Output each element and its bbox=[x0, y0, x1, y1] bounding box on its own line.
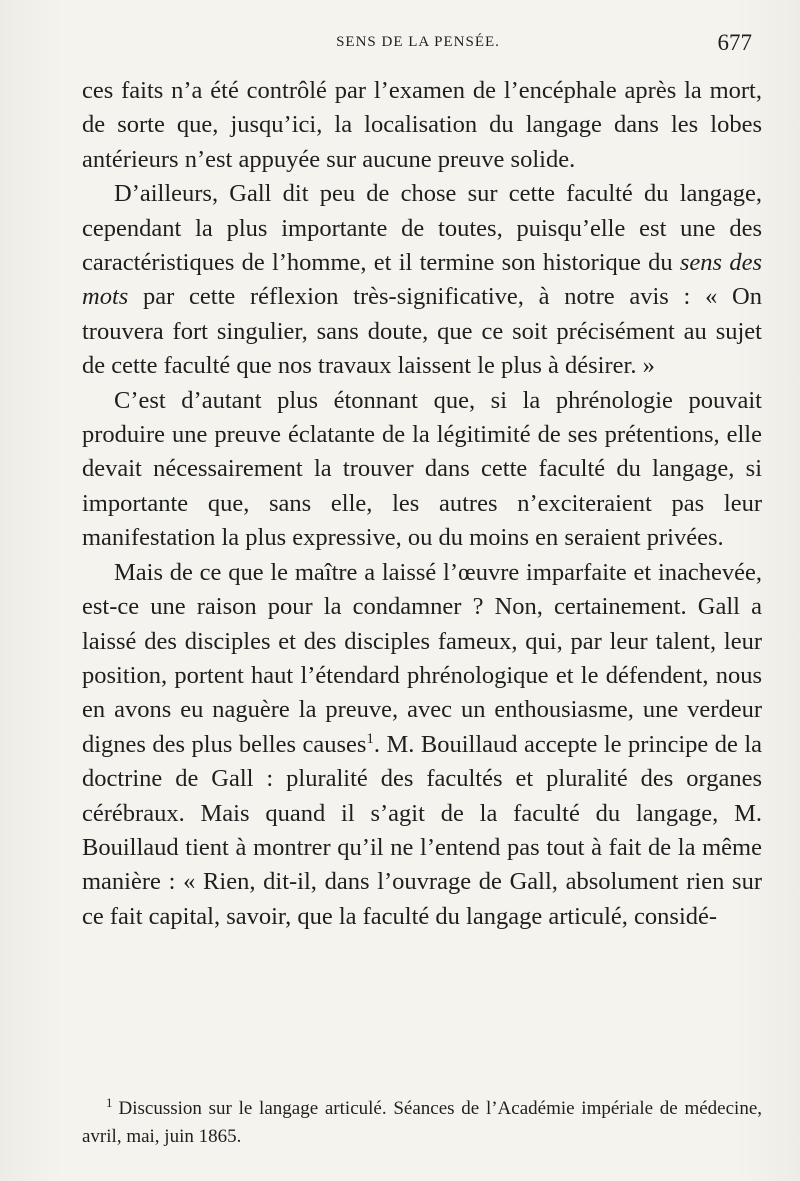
italic-term-sens-des-mots: sens des mots bbox=[82, 249, 762, 311]
footnote-1 bbox=[82, 1095, 762, 1151]
paragraph-2-text-start: D’ailleurs, Gall dit peu de chose sur cette faculté du langage, cependant la plus importante de toutes, puisqu’elle est une des caractéristiques de l’homme, et il termine son historique du bbox=[82, 180, 762, 277]
page-number: 677 bbox=[717, 30, 752, 55]
paragraph-4-text-end: . M. Bouillaud accepte le principe de la doctrine de Gall : pluralité des facultés et pluralité des organes cérébraux. Mais quand il s’agit de la faculté du langage, M. Bouillaud tient à montrer qu’il ne l’entend pas tout à fait de la même manière : « Rien, dit-il, dans l’ouvrage de Gall, absolument rien sur ce fait capital, savoir, que la faculté du langage articulé, considé- bbox=[82, 730, 762, 930]
paragraph-1: ces faits n’a été contrôlé par l’examen de l’encéphale après la mort, de sorte que, jusqu’ici, la localisation du langage dans les lobes antérieurs n’est appuyée sur aucune preuve solide. bbox=[82, 77, 762, 173]
paragraph-2 bbox=[82, 177, 762, 383]
footnotes bbox=[82, 1095, 762, 1151]
paragraph-2-text-end: par cette réflexion très-significative, à notre avis : « On trouvera fort singulier, sans doute, que ce soit précisément au sujet de cette faculté que nos travaux laissent le plus à désirer. » bbox=[82, 283, 762, 380]
paragraph-4-text-start: Mais de ce que le maître a laissé l’œuvre imparfaite et inachevée, est-ce une raison pour la condamner ? Non, certainement. Gall a laissé des disciples et des disciples fameux, qui, par leur talent, leur position, portent haut l’étendard phrénologique et le défendent, nous en avons eu naguère la preuve, avec un enthousiasme, une verdeur dignes des plus belles causes bbox=[82, 558, 762, 758]
paragraph-4 bbox=[82, 556, 762, 934]
running-head bbox=[78, 30, 758, 60]
body-text bbox=[82, 74, 762, 934]
footnote-text: Discussion sur le langage articulé. Séances de l’Académie impériale de médecine, avril, mai, juin 1865. bbox=[82, 1098, 762, 1147]
running-title: SENS DE LA PENSÉE. bbox=[336, 34, 500, 50]
footnote-marker: 1 bbox=[106, 1094, 113, 1110]
paragraph-3: C’est d’autant plus étonnant que, si la phrénologie pouvait produire une preuve éclatante de la légitimité de ses prétentions, elle devait nécessairement la trouver dans cette faculté du langage, si importante que, sans elle, les autres n’exciteraient pas leur manifestation la plus expressive, ou du moins en seraient privées. bbox=[82, 386, 762, 552]
footnote-reference: 1 bbox=[366, 730, 374, 747]
